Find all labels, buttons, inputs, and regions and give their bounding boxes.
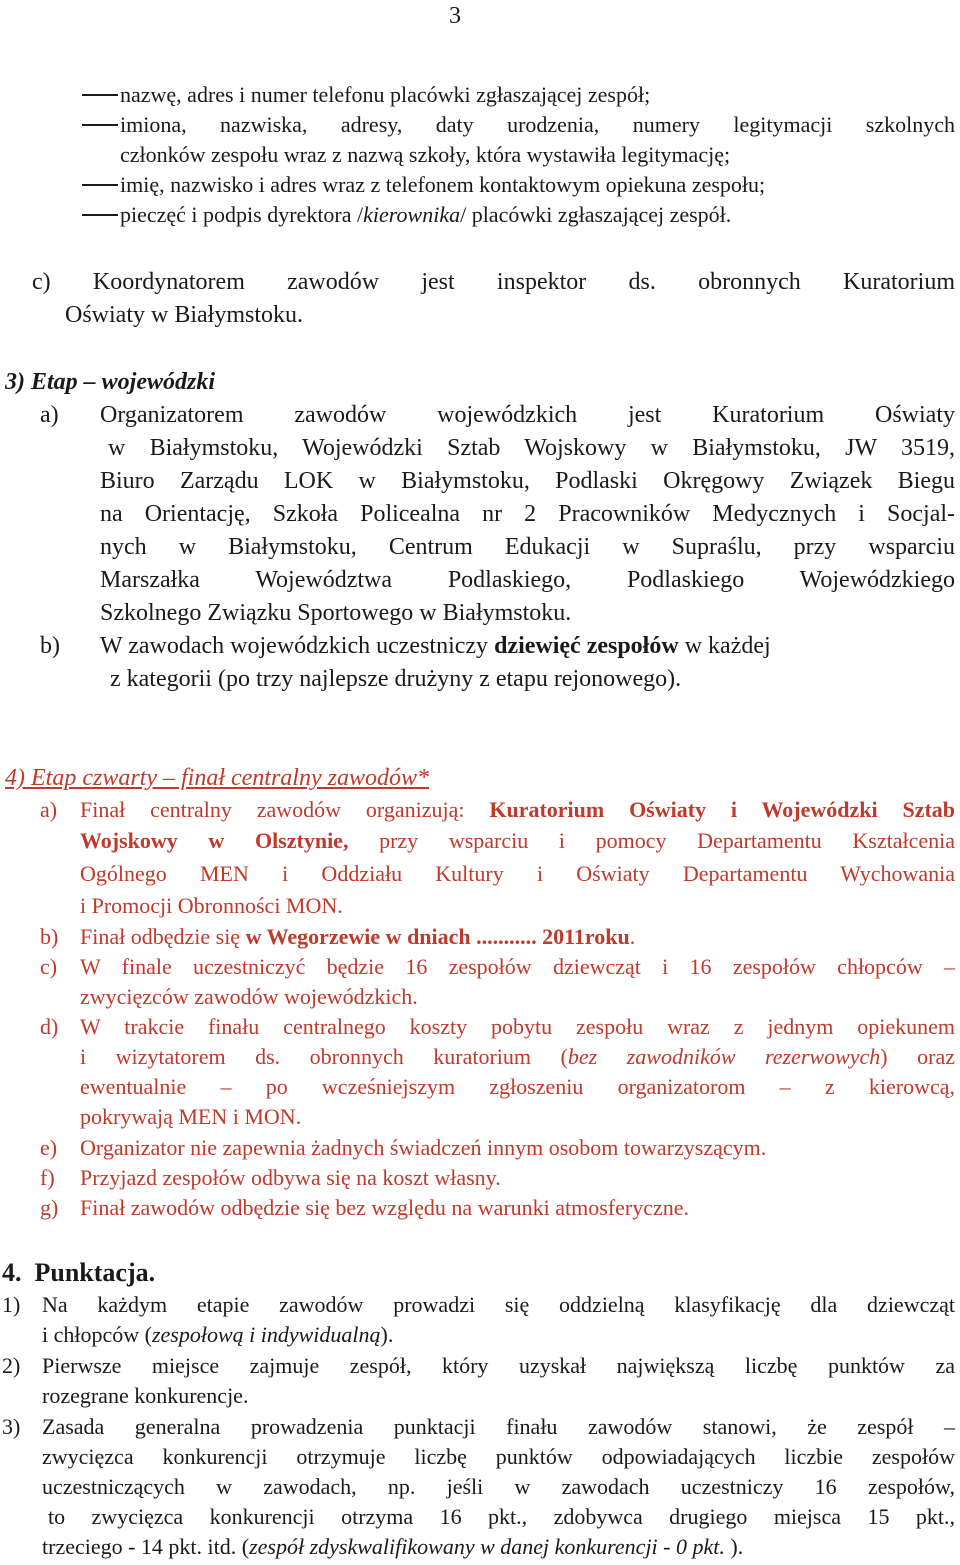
scoring-1-line-2: i chłopców (zespołową i indywidualną). (42, 1322, 394, 1347)
stage3-a-line: Biuro Zarządu LOK w Białymstoku, Podlaski Okręgowy Związek Biegu (100, 468, 955, 494)
stage3-a-line: Szkolnego Związku Sportowego w Białymstoku. (100, 600, 572, 626)
bullet-item: imię, nazwisko i adres wraz z telefonem kontaktowym opiekuna zespołu; (120, 172, 766, 197)
scoring-3-num: 3) (2, 1414, 21, 1439)
stage4-d-label: d) (40, 1014, 59, 1039)
stage3-b-line-2: z kategorii (po trzy najlepsze drużyny z etapu rejonowego). (110, 666, 682, 692)
scoring-3-line: Zasada generalna prowadzenia punktacji finału zawodów stanowi, że zespół – (42, 1414, 955, 1439)
bullet-item-continuation: członków zespołu wraz z nazwą szkoły, która wystawiła legitymację; (120, 142, 731, 167)
bullet-dash (82, 124, 118, 126)
scoring-3-line: uczestniczących w zawodach, np. jeśli w zawodach uczestniczy 16 zespołów, (42, 1474, 955, 1499)
stage3-a-line: nych w Białymstoku, Centrum Edukacji w Supraślu, przy wsparciu (100, 534, 955, 560)
stage3-b-label: b) (40, 633, 60, 659)
stage4-heading: 4) Etap czwarty – finał centralny zawodów* (5, 765, 429, 791)
scoring-3-line: zwycięzca konkurencji otrzymuje liczbę punktów odpowiadających liczbie zespołów (42, 1444, 955, 1469)
stage4-e-line: Organizator nie zapewnia żadnych świadczeń innym osobom towarzyszącym. (80, 1135, 767, 1160)
stage4-c-label: c) (40, 954, 58, 979)
bullet-item: imiona, nazwiska, adresy, daty urodzenia, numery legitymacji szkolnych (120, 112, 955, 137)
stage4-c-line: W finale uczestniczyć będzie 16 zespołów dziewcząt i 16 zespołów chłopców – (80, 954, 955, 979)
scoring-2-num: 2) (2, 1353, 21, 1378)
stage3-heading: 3) Etap – wojewódzki (5, 369, 216, 395)
stage3-b-line: W zawodach wojewódzkich uczestniczy dziewięć zespołów w każdej (100, 633, 771, 659)
stage4-g-line: Finał zawodów odbędzie się bez względu na warunki atmosferyczne. (80, 1195, 690, 1220)
stage4-b-line: Finał odbędzie się w Wegorzewie w dniach ........... 2011roku. (80, 924, 636, 949)
stage4-d-line: ewentualnie – po wcześniejszym zgłoszeniu organizatorom – z kierowcą, (80, 1074, 955, 1099)
stage4-b-label: b) (40, 924, 59, 949)
bullet-dash (82, 214, 118, 216)
coordinator-line: c) Koordynatorem zawodów jest inspektor ds. obronnych Kuratorium (32, 269, 955, 295)
stage4-a-line: i Promocji Obronności MON. (80, 893, 343, 918)
bullet-dash (82, 184, 118, 186)
stage4-e-label: e) (40, 1135, 58, 1160)
stage3-a-line: w Białymstoku, Wojewódzki Sztab Wojskowy w Białymstoku, JW 3519, (108, 435, 955, 461)
stage4-d-line: W trakcie finału centralnego koszty pobytu zespołu wraz z jednym opiekunem (80, 1014, 955, 1039)
stage3-a-line: Marszałka Województwa Podlaskiego, Podlaskiego Wojewódzkiego (100, 567, 955, 593)
stage3-a-line: Organizatorem zawodów wojewódzkich jest Kuratorium Oświaty (100, 402, 955, 428)
stage4-d-line: i wizytatorem ds. obronnych kuratorium (bez zawodników rezerwowych) oraz (80, 1044, 955, 1069)
scoring-3-line: trzeciego - 14 pkt. itd. (zespół zdyskwalifikowany w danej konkurencji - 0 pkt. ). (42, 1534, 744, 1559)
stage4-a-line: Wojskowy w Olsztynie, przy wsparciu i pomocy Departamentu Kształcenia (80, 828, 955, 853)
stage4-f-line: Przyjazd zespołów odbywa się na koszt własny. (80, 1165, 501, 1190)
bullet-item: nazwę, adres i numer telefonu placówki zgłaszającej zespół; (120, 82, 651, 107)
stage3-a-line: na Orientację, Szkoła Policealna nr 2 Pracowników Medycznych i Socjal- (100, 501, 955, 527)
stage4-a-line: Finał centralny zawodów organizują: Kuratorium Oświaty i Wojewódzki Sztab (80, 797, 956, 822)
page-number: 3 (449, 3, 461, 29)
scoring-2-line-2: rozegrane konkurencje. (42, 1383, 249, 1408)
stage4-a-line: Ogólnego MEN i Oddziału Kultury i Oświaty Departamentu Wychowania (80, 861, 955, 886)
bullet-item: pieczęć i podpis dyrektora /kierownika/ placówki zgłaszającej zespół. (120, 202, 732, 227)
scoring-1-num: 1) (2, 1292, 21, 1317)
scoring-1-line: Na każdym etapie zawodów prowadzi się oddzielną klasyfikację dla dziewcząt (42, 1292, 955, 1317)
scoring-heading: 4. Punktacja. (2, 1258, 156, 1287)
bullet-dash (82, 94, 118, 96)
coordinator-line-2: Oświaty w Białymstoku. (65, 302, 303, 328)
stage4-d-line: pokrywają MEN i MON. (80, 1104, 302, 1129)
scoring-3-line: to zwycięzca konkurencji otrzyma 16 pkt., zdobywca drugiego miejsca 15 pkt., (48, 1504, 955, 1529)
stage4-f-label: f) (40, 1165, 55, 1190)
scoring-2-line: Pierwsze miejsce zajmuje zespół, który uzyskał największą liczbę punktów za (42, 1353, 955, 1378)
stage3-a-label: a) (40, 402, 59, 428)
stage4-c-line-2: zwycięzców zawodów wojewódzkich. (80, 984, 418, 1009)
stage4-g-label: g) (40, 1195, 59, 1220)
stage4-a-label: a) (40, 797, 58, 822)
